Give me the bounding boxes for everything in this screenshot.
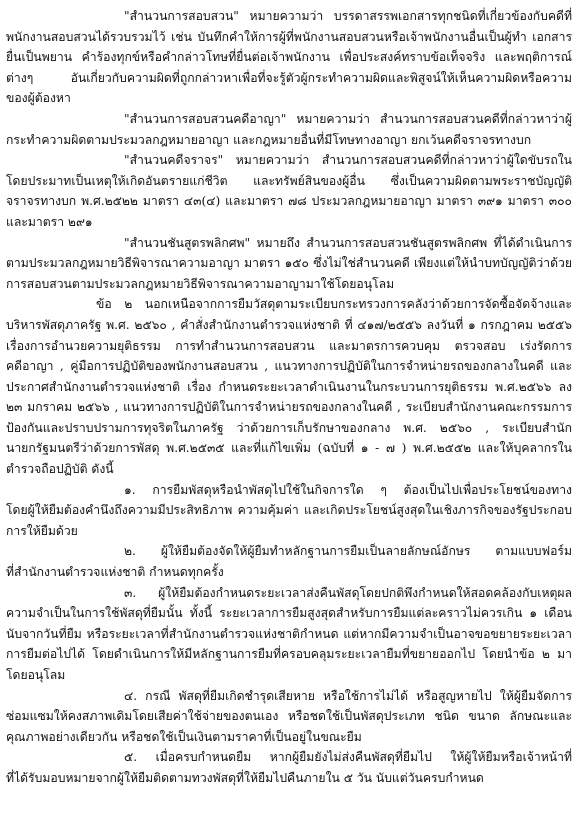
text-line: โดยประมาทเป็นเหตุให้เกิดอันตรายแก่ชีวิต และทรัพย์สินของผู้อื่น ซึ่งเป็นความผิดตามพระราชบัญญัติ	[6, 173, 572, 188]
paragraph-item-2	[6, 541, 572, 582]
text-line: นายกรัฐมนตรีว่าด้วยการพัสดุ พ.ศ.๒๕๓๕ และที่แก้ไขเพิ่ม (ฉบับที่ ๑ - ๗ ) พ.ศ.๒๕๕๒ และให้บุคลากรใน	[6, 441, 572, 456]
text-line: ๒. ผู้ให้ยืมต้องจัดให้ผู้ยืมทำหลักฐานการยืมเป็นลายลักษณ์อักษร ตามแบบฟอร์ม	[124, 544, 572, 559]
text-line: ความจำเป็นในการใช้พัสดุที่ยืมนั้น ทั้งนี้ ระยะเวลาการยืมสูงสุดสำหรับการยืมแต่ละคราวไม่ควรเกิน ๑ เดือน	[6, 606, 572, 621]
paragraph-def-investigation-file	[6, 6, 572, 109]
text-line: "สำนวนคดีจราจร" หมายความว่า สำนวนการสอบสวนคดีที่กล่าวหาว่าผู้ใดขับรถใน	[124, 153, 572, 168]
text-line: บริหารพัสดุภาครัฐ พ.ศ. ๒๕๖๐ , คำสั่งสำนักงานตำรวจแห่งชาติ ที่ ๔๑๗/๒๕๕๖ ลงวันที่ ๑ กรกฎาคม ๒๕๕๖	[6, 317, 572, 332]
text-line: จราจรทางบก พ.ศ.๒๕๒๒ มาตรา ๔๓(๔) และมาตรา ๗๘ ประมวลกฎหมายอาญา มาตรา ๓๙๑ มาตรา ๓๐๐	[6, 194, 572, 209]
text-line: ป้องกันและปราบปรามการทุจริตในภาครัฐ ว่าด้วยการเก็บรักษาของกลาง พ.ศ. ๒๕๖๐ , ระเบียบสำนัก	[6, 420, 572, 435]
text-line: การสอบสวนตามประมวลกฎหมายวิธีพิจารณาความอาญามาใช้โดยอนุโลม	[6, 276, 395, 291]
paragraph-item-4	[6, 686, 572, 748]
paragraph-def-traffic-case-file	[6, 150, 572, 232]
text-line: "สำนวนการสอบสวน" หมายความว่า บรรดาสรรพเอกสารทุกชนิดที่เกี่ยวข้องกับคดีที่	[124, 9, 572, 23]
text-line: ๕. เมื่อครบกำหนดยืม หากผู้ยืมยังไม่ส่งคืนพัสดุที่ยืมไป ให้ผู้ให้ยืมหรือเจ้าหน้าที่	[124, 750, 572, 765]
paragraph-item-5	[6, 747, 572, 788]
text-line: ๔. กรณี พัสดุที่ยืมเกิดชำรุดเสียหาย หรือใช้การไม่ได้ หรือสูญหายไป ให้ผู้ยืมจัดการ	[124, 688, 572, 703]
text-line: ๓. ผู้ให้ยืมต้องกำหนดระยะเวลาส่งคืนพัสดุโดยปกติพึงกำหนดให้สอดคล้องกับเหตุผล	[124, 585, 572, 600]
text-line: การให้ยืมด้วย	[6, 523, 78, 538]
text-line: ๑. การยืมพัสดุหรือนำพัสดุไปใช้ในกิจการใด ๆ ต้องเป็นไปเพื่อประโยชน์ของทาง	[124, 482, 572, 497]
text-line: ตำรวจถือปฏิบัติ ดังนี้	[6, 462, 114, 477]
paragraph-clause-2	[6, 294, 572, 479]
text-line: ยื่นเป็นพยาน คำร้องทุกข์หรือคำกล่าวโทษที่ยื่นต่อเจ้าพนักงาน เพื่อประสงค์ทราบข้อเท็จจริง และพฤติการณ์	[6, 50, 572, 65]
text-line: ต่างๆ อันเกี่ยวกับความผิดที่ถูกกล่าวหาเพื่อที่จะรู้ตัวผู้กระทำความผิดและพิสูจน์ให้เห็นความผิดหรือความ	[6, 70, 572, 85]
text-line: เรื่องการอำนวยความยุติธรรม การทำสำนวนการสอบสวน และมาตรการควบคุม ตรวจสอบ เร่งรัดการ	[6, 338, 572, 353]
text-line: และมาตรา ๒๙๑	[6, 214, 93, 229]
text-line: ที่ได้รับมอบหมายจากผู้ให้ยืมติดตามทวงพัสดุที่ให้ยืมไปคืนภายใน ๕ วัน นับแต่วันครบกำหนด	[6, 770, 484, 785]
text-line: "สำนวนการสอบสวนคดีอาญา" หมายความว่า สำนวนการสอบสวนคดีที่กล่าวหาว่าผู้	[124, 111, 572, 126]
text-line: โดยผู้ให้ยืมต้องคำนึงถึงความมีประสิทธิภาพ ความคุ้มค่า และเกิดประโยชน์สูงสุดในเชิงภารกิจของรัฐประกอบ	[6, 503, 572, 518]
paragraph-item-1	[6, 480, 572, 542]
paragraph-def-criminal-case-file	[6, 109, 572, 150]
text-line: โดยอนุโลม	[6, 668, 66, 682]
text-line: ซ่อมแซมให้คงสภาพเดิมโดยเสียค่าใช้จ่ายของตนเอง หรือชดใช้เป็นพัสดุประเภท ชนิด ขนาด ลักษณะและ	[6, 709, 572, 724]
document-body	[6, 6, 572, 789]
text-line: การยืมต่อไปได้ โดยดำเนินการให้มีหลักฐานการยืมที่ครอบคลุมระยะเวลายืมที่ขยายออกไป โดยนำข้อ ๒ มา	[6, 647, 572, 662]
text-line: คดีอาญา , คู่มือการปฏิบัติของพนักงานสอบสวน , แนวทางการปฏิบัติในการจำหน่ายรถของกลางในคดี และ	[6, 359, 572, 374]
text-line: ที่สำนักงานตำรวจแห่งชาติ กำหนดทุกครั้ง	[6, 565, 224, 580]
text-line: "สำนวนชันสูตรพลิกศพ" หมายถึง สำนวนการสอบสวนชันสูตรพลิกศพ ที่ได้ดำเนินการ	[124, 235, 572, 250]
text-line: ประกาศสำนักงานตำรวจแห่งชาติ เรื่อง กำหนดระยะเวลาดำเนินงานในกระบวนการยุติธรรม พ.ศ.๒๕๖๖ ลง	[6, 379, 572, 394]
paragraph-item-3	[6, 583, 572, 686]
text-line: นับจากวันที่ยืม หรือระยะเวลาที่สำนักงานตำรวจแห่งชาติกำหนด แต่หากมีความจำเป็นอาจขอขยายระยะเวลา	[6, 626, 572, 641]
text-line: กระทำความผิดตามประมวลกฎหมายอาญา และกฎหมายอื่นที่มีโทษทางอาญา ยกเว้นคดีจราจรทางบก	[6, 132, 532, 147]
text-line: คุณภาพอย่างเดียวกัน หรือชดใช้เป็นเงินตามราคาที่เป็นอยู่ในขณะยืม	[6, 729, 362, 744]
text-line: ตามประมวลกฎหมายวิธีพิจารณาความอาญา มาตรา ๑๕๐ ซึ่งไม่ใช่สำนวนคดี เพียงแต่ให้นำบทบัญญัติว่าด้วย	[6, 256, 572, 271]
text-line: ของผู้ต้องหา	[6, 91, 71, 106]
text-line: พนักงานสอบสวนได้รวบรวมไว้ เช่น บันทึกคำให้การผู้ที่พนักงานสอบสวนหรือเจ้าพนักงานอื่นเป็นผู้ทำ เอกสาร	[6, 29, 572, 44]
paragraph-def-autopsy-file	[6, 233, 572, 295]
text-line: ๒๓ มกราคม ๒๕๖๖ , แนวทางการปฏิบัติในการจำหน่ายรถของกลางในคดี , ระเบียบสำนักงานคณะกรรมการ	[6, 400, 572, 415]
text-line: ข้อ ๒ นอกเหนือจากการยืมวัสดุตามระเบียบกระทรวงการคลังว่าด้วยการจัดซื้อจัดจ้างและ	[96, 297, 572, 312]
